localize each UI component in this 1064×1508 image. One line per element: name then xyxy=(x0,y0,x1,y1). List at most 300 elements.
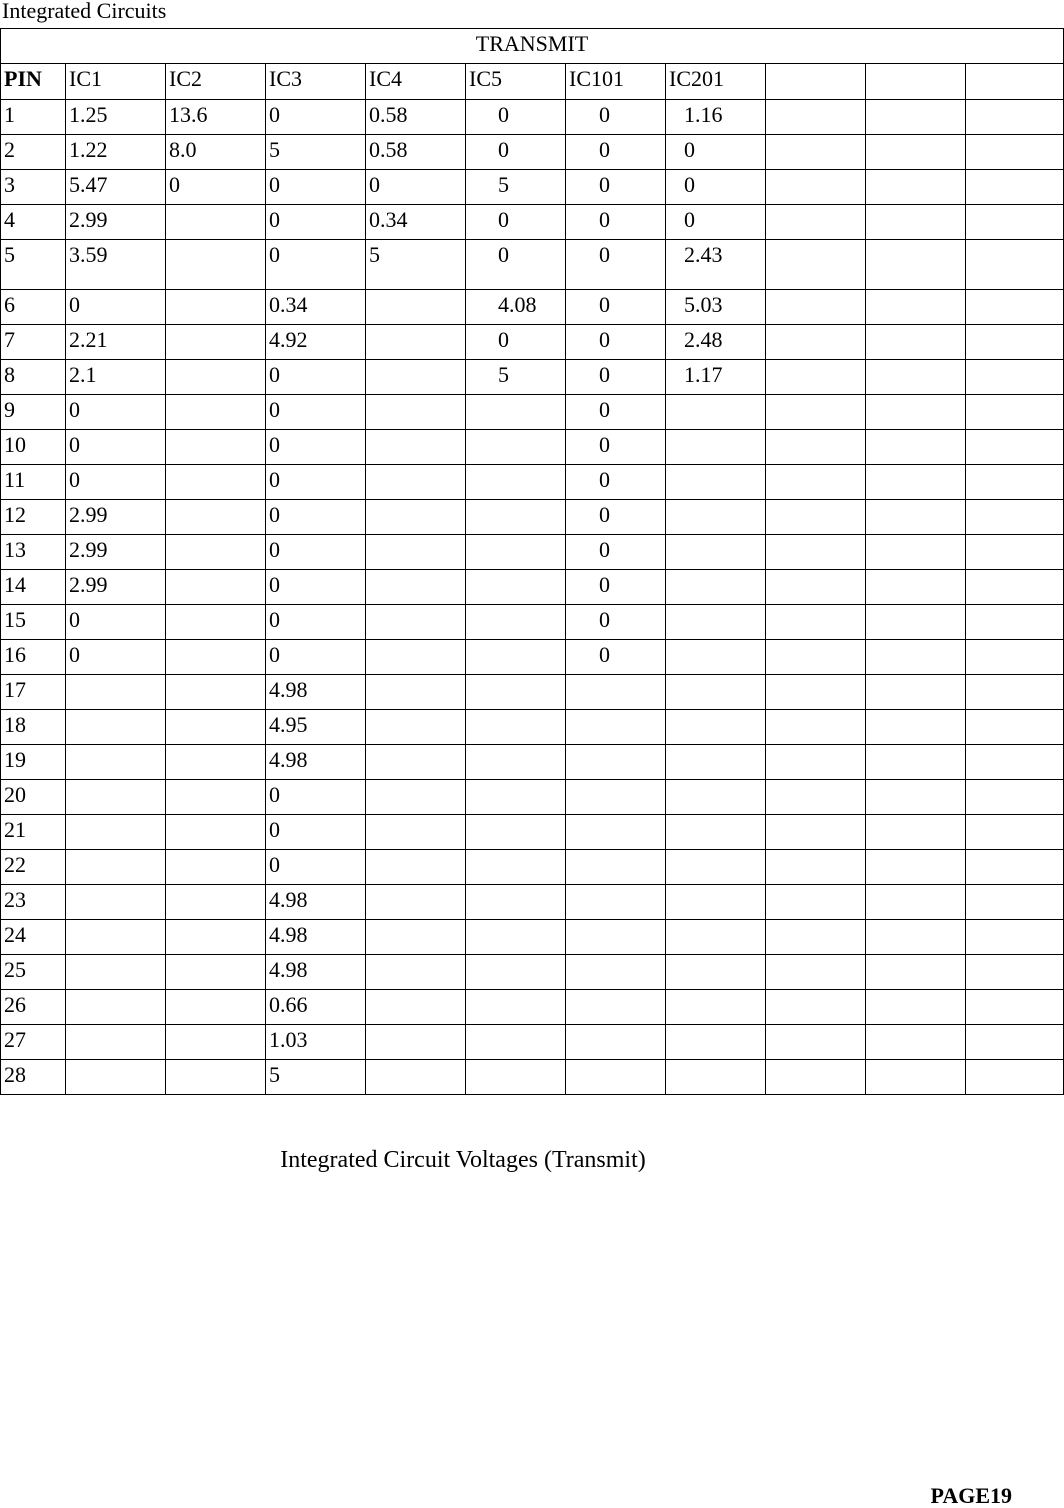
voltage-cell xyxy=(866,170,966,205)
voltage-cell xyxy=(666,990,766,1025)
voltage-cell xyxy=(166,570,266,605)
voltage-cell xyxy=(366,500,466,535)
voltage-cell xyxy=(166,745,266,780)
voltage-cell xyxy=(966,780,1064,815)
table-row xyxy=(1,570,1064,605)
voltage-cell: 0 xyxy=(666,205,766,240)
pin-number-cell: 21 xyxy=(1,815,66,850)
voltage-cell: 5 xyxy=(266,135,366,170)
table-row xyxy=(1,500,1064,535)
column-header xyxy=(866,64,966,100)
voltage-cell xyxy=(466,1025,566,1060)
voltage-cell xyxy=(166,885,266,920)
voltage-cell: 0 xyxy=(466,325,566,360)
voltage-cell xyxy=(766,205,866,240)
voltage-cell: 4.08 xyxy=(466,290,566,325)
voltage-cell xyxy=(166,360,266,395)
voltage-cell xyxy=(766,710,866,745)
voltage-cell: 0 xyxy=(566,500,666,535)
voltage-cell xyxy=(166,205,266,240)
voltage-cell: 0 xyxy=(566,135,666,170)
voltage-cell: 0 xyxy=(266,395,366,430)
voltage-cell: 0 xyxy=(566,640,666,675)
voltage-cell xyxy=(866,290,966,325)
voltage-cell: 0.58 xyxy=(366,135,466,170)
voltage-cell xyxy=(566,815,666,850)
voltage-cell: 0 xyxy=(566,170,666,205)
voltage-cell: 0 xyxy=(266,205,366,240)
pin-number-cell: 14 xyxy=(1,570,66,605)
voltage-cell xyxy=(366,885,466,920)
voltage-cell: 0 xyxy=(266,465,366,500)
column-header: IC3 xyxy=(266,64,366,100)
voltage-cell: 0 xyxy=(66,605,166,640)
pin-number-cell: 2 xyxy=(1,135,66,170)
voltage-cell xyxy=(466,605,566,640)
voltage-cell xyxy=(866,500,966,535)
pin-number-cell: 7 xyxy=(1,325,66,360)
voltage-cell xyxy=(666,815,766,850)
pin-number-cell: 17 xyxy=(1,675,66,710)
voltage-cell xyxy=(766,395,866,430)
voltage-cell xyxy=(666,710,766,745)
voltage-cell xyxy=(766,500,866,535)
voltage-cell xyxy=(666,465,766,500)
pin-number-cell: 9 xyxy=(1,395,66,430)
voltage-cell xyxy=(766,815,866,850)
voltage-cell: 2.1 xyxy=(66,360,166,395)
voltage-cell xyxy=(666,430,766,465)
voltage-cell xyxy=(966,605,1064,640)
voltage-cell xyxy=(766,535,866,570)
voltage-cell xyxy=(466,640,566,675)
voltage-cell xyxy=(466,920,566,955)
voltage-cell: 1.16 xyxy=(666,100,766,135)
table-row xyxy=(1,395,1064,430)
voltage-cell: 4.95 xyxy=(266,710,366,745)
voltage-cell xyxy=(766,465,866,500)
pin-number-cell: 1 xyxy=(1,100,66,135)
pin-number-cell: 10 xyxy=(1,430,66,465)
voltage-cell xyxy=(466,535,566,570)
voltage-cell xyxy=(966,290,1064,325)
voltage-cell xyxy=(666,885,766,920)
voltage-cell: 0 xyxy=(66,465,166,500)
voltage-cell xyxy=(866,780,966,815)
voltage-cell xyxy=(566,710,666,745)
voltage-cell xyxy=(866,465,966,500)
voltage-cell xyxy=(766,675,866,710)
pin-number-cell: 23 xyxy=(1,885,66,920)
voltage-cell xyxy=(466,430,566,465)
table-row xyxy=(1,170,1064,205)
voltage-cell xyxy=(366,360,466,395)
voltage-cell xyxy=(166,675,266,710)
table-title: TRANSMIT xyxy=(1,29,1064,64)
voltage-cell xyxy=(166,780,266,815)
table-row xyxy=(1,990,1064,1025)
voltage-cell xyxy=(866,815,966,850)
pin-number-cell: 18 xyxy=(1,710,66,745)
voltage-cell xyxy=(866,1060,966,1095)
table-row xyxy=(1,290,1064,325)
voltage-cell xyxy=(966,100,1064,135)
voltage-cell xyxy=(966,535,1064,570)
voltage-cell xyxy=(166,955,266,990)
voltage-cell: 2.48 xyxy=(666,325,766,360)
table-row xyxy=(1,240,1064,290)
pin-number-cell: 11 xyxy=(1,465,66,500)
page-heading: Integrated Circuits xyxy=(2,0,167,23)
voltage-cell: 0 xyxy=(566,570,666,605)
voltage-cell xyxy=(766,885,866,920)
table-row xyxy=(1,465,1064,500)
voltage-cell xyxy=(366,745,466,780)
voltage-cell: 2.99 xyxy=(66,535,166,570)
voltage-cell: 8.0 xyxy=(166,135,266,170)
voltage-cell xyxy=(366,920,466,955)
pin-number-cell: 5 xyxy=(1,240,66,290)
voltage-cell xyxy=(866,850,966,885)
voltage-cell: 2.21 xyxy=(66,325,166,360)
voltage-cell: 0 xyxy=(466,135,566,170)
voltage-cell xyxy=(566,920,666,955)
voltage-cell xyxy=(966,990,1064,1025)
voltage-cell xyxy=(966,205,1064,240)
voltage-cell xyxy=(666,640,766,675)
voltage-cell xyxy=(866,325,966,360)
voltage-cell xyxy=(666,570,766,605)
voltage-cell: 0 xyxy=(566,205,666,240)
voltage-cell xyxy=(966,850,1064,885)
voltage-cell: 1.22 xyxy=(66,135,166,170)
voltage-cell: 4.92 xyxy=(266,325,366,360)
table-row xyxy=(1,780,1064,815)
voltage-cell xyxy=(366,535,466,570)
voltage-cell xyxy=(866,885,966,920)
voltage-cell xyxy=(466,745,566,780)
voltage-cell xyxy=(666,395,766,430)
voltage-cell: 0 xyxy=(466,100,566,135)
voltage-cell xyxy=(566,955,666,990)
voltage-cell: 5.47 xyxy=(66,170,166,205)
table-row xyxy=(1,815,1064,850)
voltage-cell xyxy=(966,465,1064,500)
voltage-cell xyxy=(66,745,166,780)
voltage-cell xyxy=(166,640,266,675)
table-row xyxy=(1,430,1064,465)
voltage-cell xyxy=(66,955,166,990)
table-row xyxy=(1,1025,1064,1060)
voltage-cell xyxy=(66,1060,166,1095)
voltage-cell xyxy=(766,605,866,640)
voltage-cell xyxy=(766,135,866,170)
voltage-cell xyxy=(766,360,866,395)
voltage-cell xyxy=(166,920,266,955)
voltage-cell xyxy=(66,1025,166,1060)
voltage-cell: 0 xyxy=(266,360,366,395)
voltage-cell xyxy=(66,780,166,815)
table-row xyxy=(1,1060,1064,1095)
voltage-cell xyxy=(366,780,466,815)
voltage-cell xyxy=(766,240,866,290)
voltage-cell: 4.98 xyxy=(266,920,366,955)
voltage-cell xyxy=(966,815,1064,850)
voltage-cell: 0 xyxy=(566,325,666,360)
voltage-cell: 0 xyxy=(266,535,366,570)
voltage-cell xyxy=(166,240,266,290)
column-header: IC2 xyxy=(166,64,266,100)
voltage-cell xyxy=(966,710,1064,745)
voltage-cell xyxy=(466,1060,566,1095)
table-row xyxy=(1,675,1064,710)
voltage-cell xyxy=(766,1060,866,1095)
voltage-cell xyxy=(666,535,766,570)
voltage-cell xyxy=(566,885,666,920)
pin-number-cell: 27 xyxy=(1,1025,66,1060)
voltage-cell xyxy=(966,955,1064,990)
voltage-cell xyxy=(966,325,1064,360)
voltage-cell xyxy=(766,100,866,135)
ic-voltage-table xyxy=(0,28,1064,1095)
voltage-cell xyxy=(866,100,966,135)
voltage-cell: 4.98 xyxy=(266,675,366,710)
voltage-cell xyxy=(866,395,966,430)
voltage-cell xyxy=(166,500,266,535)
voltage-cell xyxy=(766,430,866,465)
voltage-cell xyxy=(166,1025,266,1060)
voltage-cell xyxy=(966,170,1064,205)
voltage-cell xyxy=(666,780,766,815)
voltage-cell xyxy=(666,675,766,710)
pin-number-cell: 25 xyxy=(1,955,66,990)
voltage-cell xyxy=(866,535,966,570)
voltage-cell xyxy=(466,465,566,500)
table-row xyxy=(1,205,1064,240)
voltage-cell xyxy=(566,850,666,885)
voltage-cell xyxy=(666,955,766,990)
voltage-cell: 0 xyxy=(266,240,366,290)
voltage-cell: 0.34 xyxy=(366,205,466,240)
voltage-cell xyxy=(966,1060,1064,1095)
table-row xyxy=(1,360,1064,395)
voltage-cell xyxy=(166,990,266,1025)
voltage-cell xyxy=(566,1025,666,1060)
pin-number-cell: 3 xyxy=(1,170,66,205)
table-row xyxy=(1,100,1064,135)
pin-number-cell: 6 xyxy=(1,290,66,325)
voltage-cell: 0 xyxy=(566,430,666,465)
voltage-cell xyxy=(866,605,966,640)
voltage-cell xyxy=(966,745,1064,780)
voltage-cell xyxy=(866,430,966,465)
voltage-cell xyxy=(166,535,266,570)
voltage-cell: 0 xyxy=(466,240,566,290)
voltage-cell xyxy=(766,920,866,955)
voltage-cell: 2.99 xyxy=(66,205,166,240)
voltage-cell: 0 xyxy=(66,395,166,430)
voltage-cell xyxy=(366,325,466,360)
table-row xyxy=(1,885,1064,920)
voltage-cell xyxy=(666,500,766,535)
voltage-cell: 0 xyxy=(666,170,766,205)
pin-number-cell: 19 xyxy=(1,745,66,780)
voltage-cell xyxy=(866,955,966,990)
table-row xyxy=(1,850,1064,885)
voltage-cell xyxy=(966,570,1064,605)
voltage-cell xyxy=(166,325,266,360)
voltage-cell xyxy=(566,780,666,815)
pin-number-cell: 12 xyxy=(1,500,66,535)
voltage-cell xyxy=(466,395,566,430)
voltage-cell: 4.98 xyxy=(266,955,366,990)
voltage-cell xyxy=(666,745,766,780)
voltage-cell: 0 xyxy=(166,170,266,205)
voltage-cell: 0 xyxy=(266,100,366,135)
pin-number-cell: 28 xyxy=(1,1060,66,1095)
column-header: IC5 xyxy=(466,64,566,100)
voltage-cell: 0 xyxy=(266,815,366,850)
voltage-cell xyxy=(766,745,866,780)
voltage-cell xyxy=(666,605,766,640)
voltage-cell: 5.03 xyxy=(666,290,766,325)
page-number: PAGE19 xyxy=(930,1483,1012,1508)
voltage-cell: 0 xyxy=(666,135,766,170)
voltage-cell xyxy=(966,920,1064,955)
voltage-cell xyxy=(166,1060,266,1095)
voltage-cell xyxy=(366,605,466,640)
table-row xyxy=(1,605,1064,640)
voltage-cell xyxy=(466,885,566,920)
voltage-cell xyxy=(66,850,166,885)
voltage-cell xyxy=(866,745,966,780)
voltage-cell: 0 xyxy=(266,570,366,605)
table-row xyxy=(1,920,1064,955)
voltage-cell xyxy=(366,465,466,500)
voltage-cell: 0 xyxy=(466,205,566,240)
voltage-cell xyxy=(366,675,466,710)
voltage-cell: 0 xyxy=(266,640,366,675)
voltage-cell: 0 xyxy=(66,430,166,465)
voltage-cell: 2.43 xyxy=(666,240,766,290)
column-header: IC201 xyxy=(666,64,766,100)
column-header: IC1 xyxy=(66,64,166,100)
voltage-cell xyxy=(466,955,566,990)
voltage-cell xyxy=(566,675,666,710)
voltage-cell xyxy=(566,990,666,1025)
table-header-row xyxy=(1,64,1064,100)
table-row xyxy=(1,535,1064,570)
voltage-cell: 0 xyxy=(66,290,166,325)
voltage-cell xyxy=(966,360,1064,395)
voltage-cell xyxy=(966,640,1064,675)
voltage-cell xyxy=(966,135,1064,170)
voltage-cell xyxy=(366,430,466,465)
voltage-cell xyxy=(966,1025,1064,1060)
voltage-cell xyxy=(866,205,966,240)
voltage-cell xyxy=(966,675,1064,710)
voltage-cell: 0 xyxy=(266,850,366,885)
voltage-cell xyxy=(466,710,566,745)
voltage-cell: 5 xyxy=(366,240,466,290)
voltage-cell xyxy=(766,570,866,605)
voltage-cell xyxy=(166,815,266,850)
voltage-cell xyxy=(166,465,266,500)
voltage-cell xyxy=(166,395,266,430)
voltage-cell: 0 xyxy=(266,500,366,535)
voltage-cell xyxy=(666,1025,766,1060)
voltage-cell: 0.66 xyxy=(266,990,366,1025)
voltage-cell xyxy=(466,815,566,850)
voltage-cell xyxy=(166,430,266,465)
voltage-cell: 3.59 xyxy=(66,240,166,290)
voltage-cell xyxy=(966,395,1064,430)
voltage-cell xyxy=(366,395,466,430)
voltage-cell xyxy=(66,815,166,850)
column-header: IC4 xyxy=(366,64,466,100)
voltage-cell xyxy=(466,500,566,535)
voltage-cell xyxy=(366,1060,466,1095)
voltage-cell xyxy=(566,745,666,780)
pin-number-cell: 20 xyxy=(1,780,66,815)
voltage-cell xyxy=(866,360,966,395)
table-row xyxy=(1,955,1064,990)
table-caption: Integrated Circuit Voltages (Transmit) xyxy=(280,1147,646,1173)
voltage-cell: 0 xyxy=(266,780,366,815)
voltage-cell: 0 xyxy=(566,465,666,500)
voltage-cell: 2.99 xyxy=(66,570,166,605)
voltage-cell xyxy=(466,675,566,710)
voltage-cell xyxy=(866,240,966,290)
voltage-cell xyxy=(366,640,466,675)
voltage-cell: 0 xyxy=(266,170,366,205)
pin-number-cell: 4 xyxy=(1,205,66,240)
voltage-cell: 1.17 xyxy=(666,360,766,395)
table-row xyxy=(1,640,1064,675)
voltage-cell xyxy=(866,990,966,1025)
voltage-cell xyxy=(366,570,466,605)
voltage-cell xyxy=(666,1060,766,1095)
pin-number-cell: 8 xyxy=(1,360,66,395)
voltage-cell xyxy=(766,780,866,815)
voltage-cell xyxy=(466,570,566,605)
voltage-cell xyxy=(66,710,166,745)
pin-number-cell: 22 xyxy=(1,850,66,885)
voltage-cell: 2.99 xyxy=(66,500,166,535)
table-row xyxy=(1,745,1064,780)
voltage-cell xyxy=(766,290,866,325)
voltage-cell xyxy=(766,990,866,1025)
voltage-cell xyxy=(166,850,266,885)
voltage-cell xyxy=(166,605,266,640)
pin-column-header: PIN xyxy=(1,64,66,100)
voltage-cell xyxy=(366,290,466,325)
voltage-cell xyxy=(766,955,866,990)
pin-number-cell: 26 xyxy=(1,990,66,1025)
voltage-cell: 1.03 xyxy=(266,1025,366,1060)
voltage-cell: 4.98 xyxy=(266,885,366,920)
voltage-cell xyxy=(966,430,1064,465)
voltage-cell xyxy=(366,710,466,745)
voltage-cell: 13.6 xyxy=(166,100,266,135)
voltage-cell xyxy=(966,240,1064,290)
voltage-cell xyxy=(366,955,466,990)
voltage-cell: 0 xyxy=(566,290,666,325)
voltage-cell xyxy=(966,500,1064,535)
voltage-cell: 0 xyxy=(566,605,666,640)
voltage-cell: 0 xyxy=(566,240,666,290)
voltage-cell xyxy=(766,325,866,360)
